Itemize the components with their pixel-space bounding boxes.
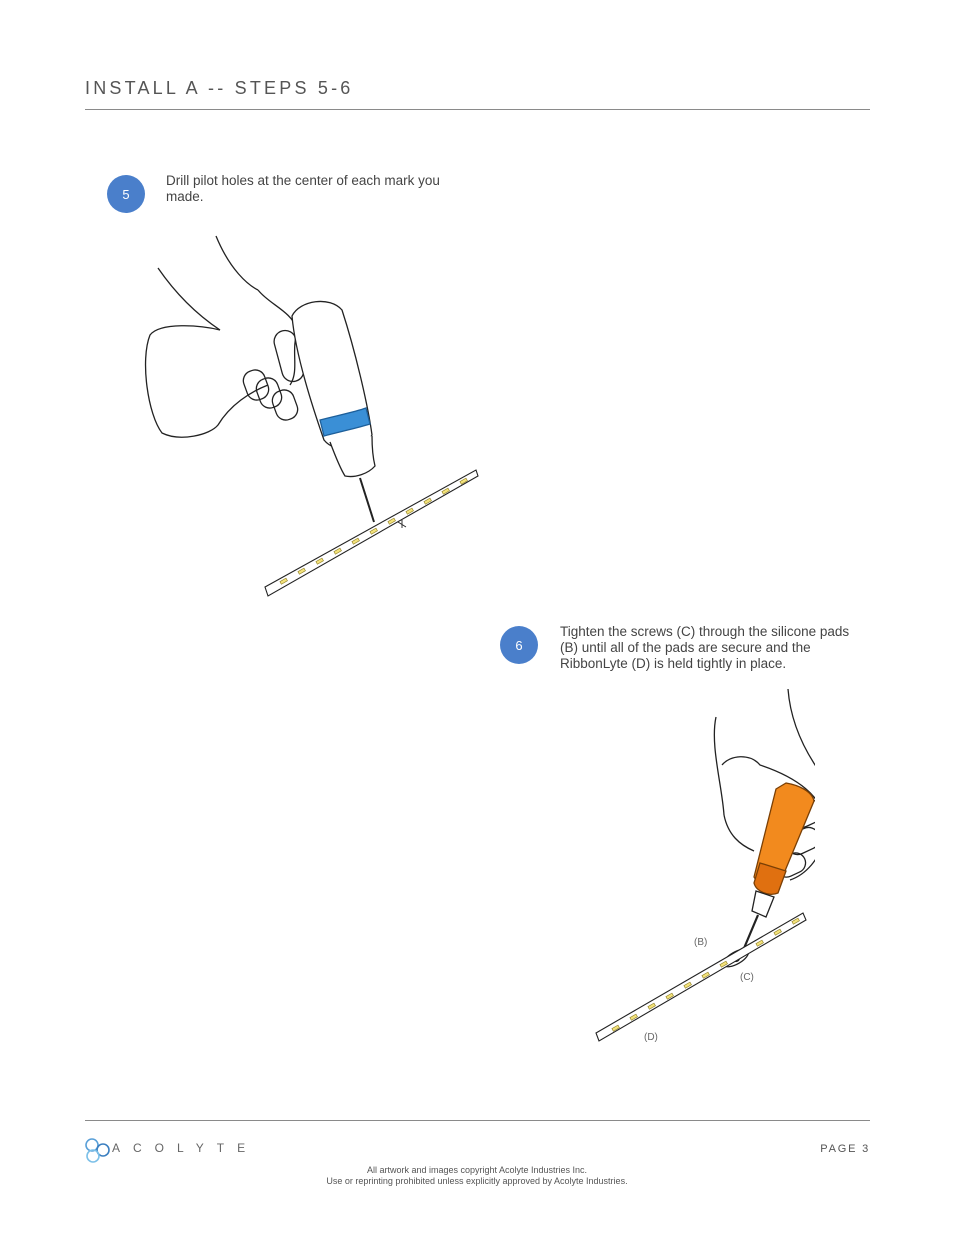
arm-outline	[788, 689, 815, 775]
acolyte-logo-icon	[83, 1136, 113, 1164]
page-number: PAGE 3	[820, 1143, 870, 1155]
step-5-badge: 5	[107, 175, 145, 213]
hand-outline	[146, 326, 268, 437]
screwdriver-illustration	[590, 685, 815, 1050]
arm-outline	[216, 236, 258, 290]
finger-2	[254, 375, 285, 411]
arm-outline-back	[714, 717, 724, 815]
callout-c: (C)	[740, 972, 754, 983]
finger-3	[270, 387, 301, 423]
header-divider	[85, 109, 870, 110]
page-title: INSTALL A -- STEPS 5-6	[85, 78, 354, 98]
step-5-text: Drill pilot holes at the center of each mark you made.	[166, 173, 440, 204]
copyright-line-2: Use or reprinting prohibited unless explicitly approved by Acolyte Industries.	[326, 1176, 628, 1186]
brand-wordmark: ACOLYTE	[112, 1141, 259, 1155]
arm-outline-back	[158, 268, 220, 330]
step-6-text: Tighten the screws (C) through the silicone pads (B) until all of the pads are secure and the RibbonLyte (D) is held tightly in place.	[560, 624, 850, 671]
step-6-badge: 6	[500, 626, 538, 664]
drill-illustration	[140, 230, 485, 600]
copyright-line-1: All artwork and images copyright Acolyte Industries Inc.	[366, 1165, 588, 1175]
footer-divider	[85, 1120, 870, 1121]
callout-b: (B)	[694, 937, 708, 948]
palm-outline	[724, 815, 754, 851]
drill-bit	[360, 478, 374, 522]
drill-nose	[330, 436, 375, 477]
knuckle-line	[258, 290, 298, 385]
copyright-notice	[0, 1165, 954, 1187]
callout-d: (D)	[644, 1032, 658, 1043]
